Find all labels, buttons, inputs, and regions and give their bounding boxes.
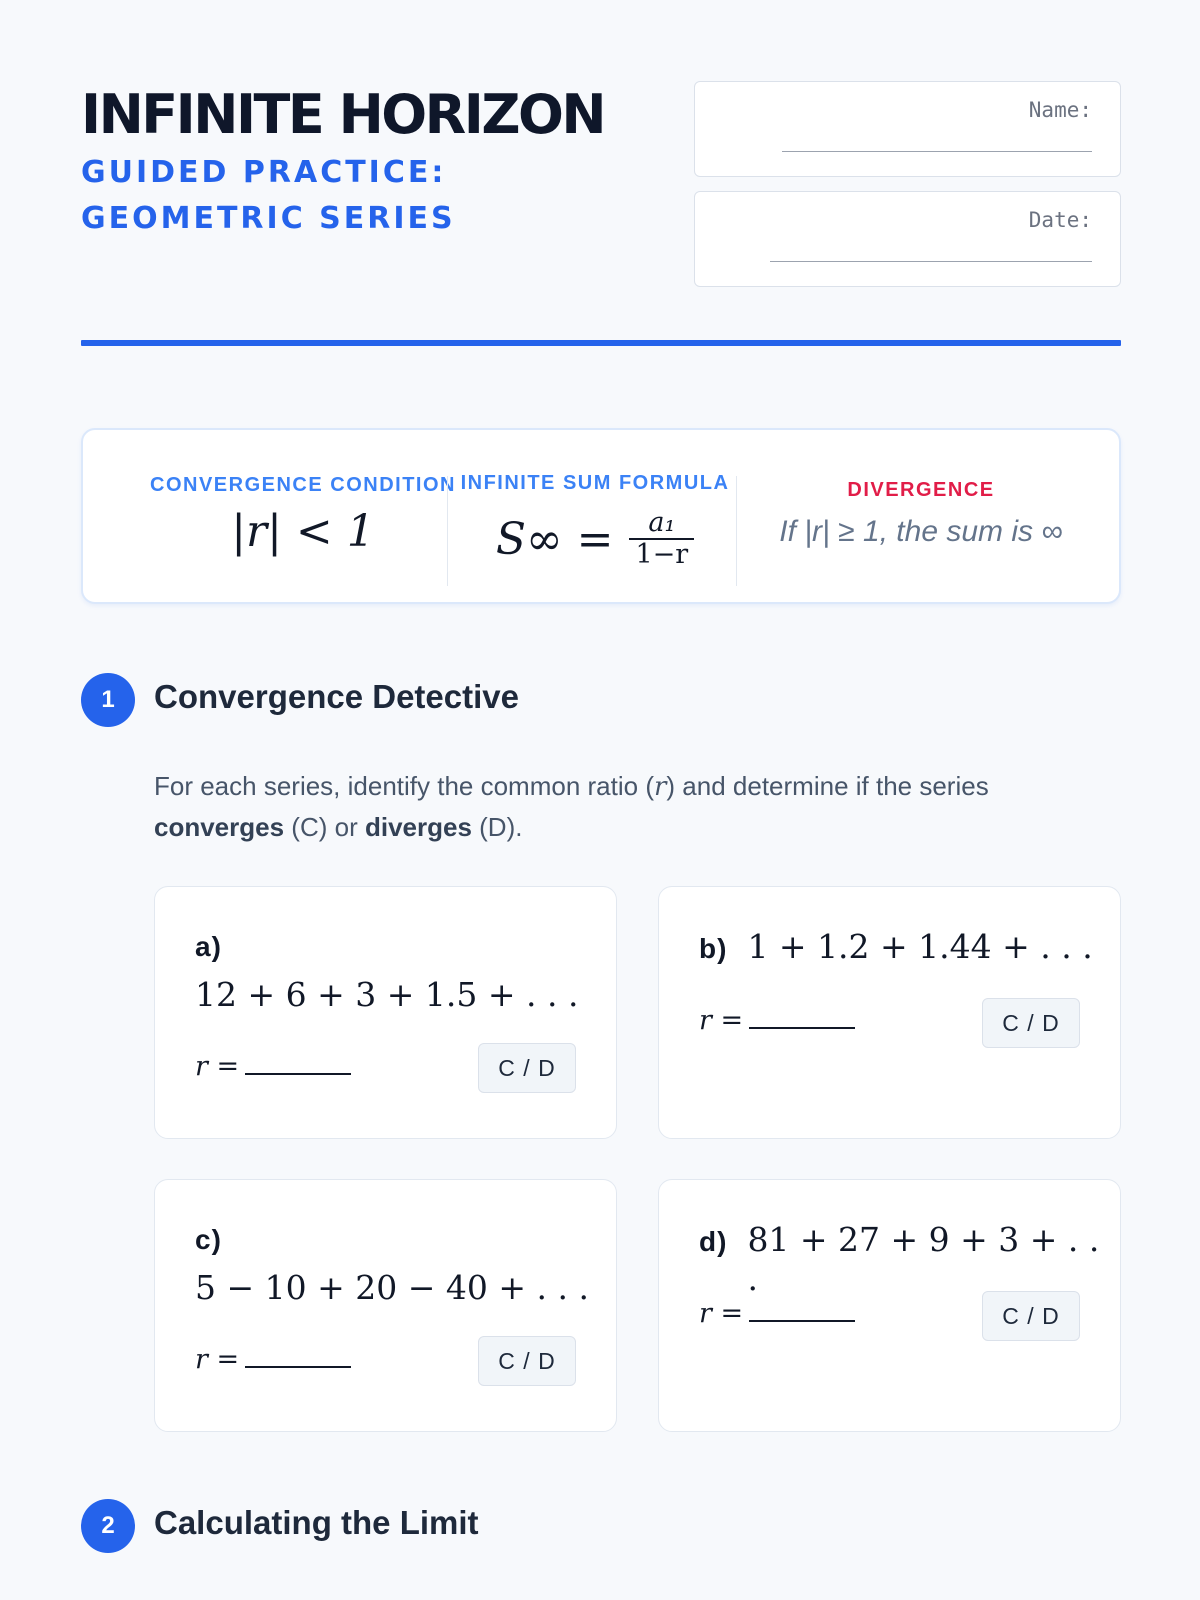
sum-formula-numerator: a₁ <box>648 507 676 538</box>
problem-card-d <box>658 1179 1121 1432</box>
section-title: Convergence Detective <box>154 678 519 715</box>
problem-letter: c) <box>195 1224 222 1255</box>
problem-series: 1 + 1.2 + 1.44 + . . . <box>747 927 1093 966</box>
date-label: Date: <box>1028 208 1092 232</box>
sum-formula-lhs: S∞ = <box>495 513 614 565</box>
ratio-answer <box>195 1051 351 1082</box>
sum-formula <box>496 508 694 570</box>
converge-diverge-button[interactable]: C / D <box>478 1336 576 1386</box>
ratio-label: r = <box>699 1298 744 1329</box>
ratio-blank[interactable] <box>749 1320 855 1322</box>
diverges-keyword: diverges <box>364 812 472 842</box>
brand-title: INFINITE HORIZON <box>81 83 605 146</box>
date-line <box>770 261 1092 262</box>
section-title: Calculating the Limit <box>154 1504 479 1541</box>
section-number-badge: 1 <box>81 673 135 727</box>
instruction-text: (D). <box>471 812 523 842</box>
sum-formula-fraction <box>629 508 694 570</box>
column-divider <box>736 476 737 586</box>
ratio-label: r = <box>195 1051 240 1082</box>
problem-series: 5 − 10 + 20 − 40 + . . . <box>195 1268 589 1307</box>
divergence-note <box>741 430 1101 602</box>
convergence-condition <box>123 430 483 602</box>
section-number-badge: 2 <box>81 1499 135 1553</box>
problem-letter: a) <box>195 931 222 962</box>
column-divider <box>447 476 448 586</box>
problem-letter: b) <box>699 933 728 964</box>
date-field[interactable] <box>694 191 1121 287</box>
converge-diverge-button[interactable]: C / D <box>982 1291 1080 1341</box>
convergence-heading: CONVERGENCE CONDITION <box>150 474 456 496</box>
ratio-variable: r <box>653 772 667 802</box>
ratio-answer <box>195 1344 351 1375</box>
ratio-label: r = <box>699 1005 744 1036</box>
name-line <box>782 151 1092 152</box>
instruction-text: (C) or <box>284 812 365 842</box>
sum-formula-denominator: 1−r <box>629 538 694 570</box>
problem-card-c <box>154 1179 617 1432</box>
problem-series: 12 + 6 + 3 + 1.5 + . . . <box>195 975 579 1014</box>
ratio-label: r = <box>195 1344 240 1375</box>
problem-letter: d) <box>699 1226 728 1257</box>
convergence-formula: |r| < 1 <box>231 506 375 557</box>
converge-diverge-button[interactable]: C / D <box>982 998 1080 1048</box>
worksheet-subtitle: GUIDED PRACTICE: GEOMETRIC SERIES <box>81 155 456 236</box>
converges-keyword: converges <box>154 812 285 842</box>
ratio-blank[interactable] <box>245 1366 351 1368</box>
ratio-blank[interactable] <box>749 1027 855 1029</box>
instruction-text: For each series, identify the common ratio ( <box>154 771 654 801</box>
divergence-heading: DIVERGENCE <box>847 479 995 501</box>
section-instructions <box>154 766 1094 847</box>
problem-series: 81 + 27 + 9 + 3 + . . . <box>747 1220 1100 1298</box>
problem-card-a <box>154 886 617 1139</box>
sum-formula-heading: INFINITE SUM FORMULA <box>460 472 730 494</box>
ratio-answer <box>699 1298 855 1329</box>
ratio-answer <box>699 1005 855 1036</box>
instruction-text: ) and determine if the series <box>666 771 989 801</box>
formula-summary-card <box>81 428 1121 604</box>
problem-card-b <box>658 886 1121 1139</box>
worksheet-header <box>81 84 1121 294</box>
infinite-sum-formula <box>451 430 739 602</box>
divergence-text: If |r| ≥ 1, the sum is ∞ <box>779 515 1063 548</box>
name-label: Name: <box>1028 98 1092 122</box>
ratio-blank[interactable] <box>245 1073 351 1075</box>
converge-diverge-button[interactable]: C / D <box>478 1043 576 1093</box>
header-divider <box>81 340 1121 346</box>
name-field[interactable] <box>694 81 1121 177</box>
